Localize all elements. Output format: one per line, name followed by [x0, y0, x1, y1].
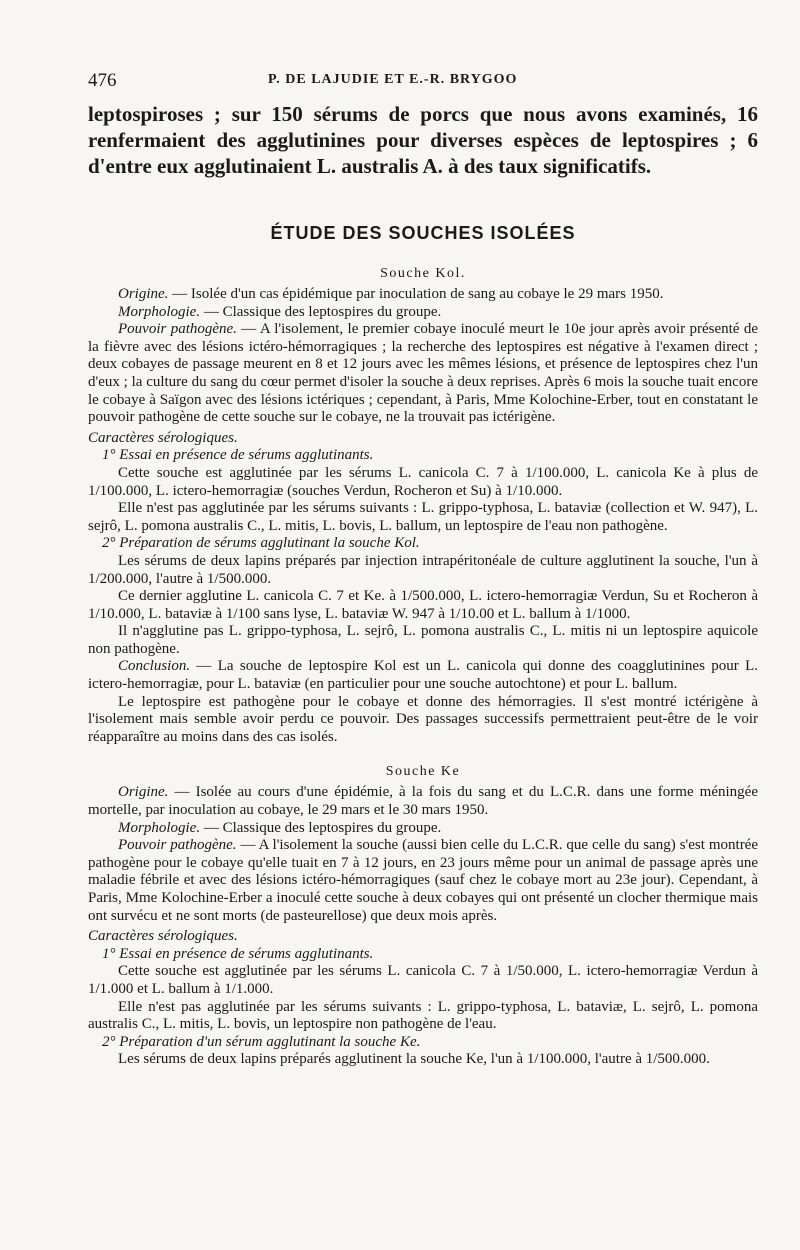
kol-origine-label: Origine. — [118, 286, 169, 302]
kol-conclusion — [88, 658, 758, 693]
kol-conclusion-text: — La souche de leptospire Kol est un L. canicola qui donne des coagglutinines pour L. ictero-hemorragiæ, pour L. bataviæ (en particulier pour une souche autochtone) et pour L. ballum. — [88, 658, 758, 693]
page-header — [88, 70, 758, 96]
page-number: 476 — [88, 70, 117, 91]
ke-essai-p2: Elle n'est pas agglutinée par les sérums suivants : L. grippo-typhosa, L. bataviæ, L. sejrô, L. pomona australis C., L. mitis, L. bovis, un leptospire non pathogène de l'eau. — [88, 998, 758, 1033]
section-title: ÉTUDE DES SOUCHES ISOLÉES — [270, 223, 576, 243]
kol-pouvoir-label: Pouvoir pathogène. — [118, 321, 237, 338]
kol-prep-heading: 2° Préparation de sérums agglutinant la souche Kol. — [102, 535, 420, 552]
kol-morpho-text: — Classique des leptospires du groupe. — [200, 303, 442, 320]
intro-paragraph: leptospiroses ; sur 150 sérums de porcs que nous avons examinés, 16 renfermaient des agglutinines pour diverses espèces de leptospires ; 6 d'entre eux agglutinaient L. australis A. à des taux significatifs. — [88, 102, 758, 178]
ke-morpho-text: — Classique des leptospires du groupe. — [200, 819, 442, 836]
kol-conclusion-p2: Le leptospire est pathogène pour le cobaye et donne des hémorragies. Il s'est montré ictérigène à l'isolement mais semble avoir perdu ce pouvoir. Des passages successifs permettraient peut-être de le voir réapparaître au moins dans des cas isolés. — [88, 693, 758, 745]
kol-pouvoir-text: — A l'isolement, le premier cobaye inoculé meurt le 10e jour après avoir présenté de la fièvre avec des lésions ictéro-hémorragiques ; la recherche des leptospires est négative à l'examen direct ; deux cobayes de passage meurent en 8 et 12 jours avec les mêmes lésions, et présence de leptospires chez l'un d'eux ; la culture du sang du cœur permet d'isoler la souche à deux reprises. Après 6 mois la souche tuait encore le cobaye à Saïgon avec des lésions ictériques ; cependant, à Paris, Mme Kolochine-Erber, tout en constatant le pouvoir pathogène de cette souche sur le cobaye, ne la trouvait pas ictérigène. — [88, 321, 758, 426]
souche-ke-title: Souche Ke — [385, 764, 461, 780]
kol-prep-p2: Ce dernier agglutine L. canicola C. 7 et Ke. à 1/500.000, L. ictero-hemorragiæ Verdun, Su et Rocheron à 1/10.000, L. bataviæ à 1/100 sans lyse, L. bataviæ W. 947 à 1/10.00 et L. ballum à 1/1000. — [88, 588, 758, 622]
ke-essai-p1: Cette souche est agglutinée par les sérums L. canicola C. 7 à 1/50.000, L. ictero-hemorragiæ Verdun à 1/1.000 et L. ballum à 1/1.000. — [88, 963, 758, 997]
running-title: P. DE LAJUDIE ET E.-R. BRYGOO — [268, 72, 518, 87]
kol-caracteres-heading: Caractères sérologiques. — [88, 429, 238, 446]
souche-kol-title: Souche Kol. — [380, 266, 466, 281]
kol-morphologie — [88, 304, 758, 322]
ke-prep-heading: 2° Préparation d'un sérum agglutinant la souche Ke. — [102, 1033, 421, 1050]
ke-pouvoir-text: — A l'isolement la souche (aussi bien celle du L.C.R. que celle du sang) s'est montrée pathogène pour le cobaye qu'elle tuait en 7 à 12 jours, en 23 jours même pour un animal de passage après une maladie fébrile et avec des lésions ictéro-hémorragiques (sauf chez le cobaye mort au 23e jour). Cependant, à Paris, Mme Kolochine-Erber a inoculé cette souche à deux cobayes qui ont présenté un clocher thermique mais ont survécu et ne sont morts (de pasteurellose) que deux mois après. — [88, 837, 758, 924]
ke-pouvoir — [88, 837, 758, 925]
ke-morphologie — [88, 820, 758, 838]
ke-pouvoir-label: Pouvoir pathogène. — [118, 837, 237, 854]
kol-essai-p2: Elle n'est pas agglutinée par les sérums suivants : L. grippo-typhosa, L. bataviæ (collection et W. 947), L. sejrô, L. pomona australis C., L. mitis, L. bovis, L. ballum, un leptospire de l'eau non pathogène. — [88, 500, 758, 534]
kol-prep-p3: Il n'agglutine pas L. grippo-typhosa, L. sejrô, L. pomona australis C., L. mitis ni un leptospire aquicole non pathogène. — [88, 623, 758, 657]
kol-origine-text: — Isolée d'un cas épidémique par inoculation de sang au cobaye le 29 mars 1950. — [168, 286, 664, 302]
ke-origine — [88, 784, 758, 819]
ke-essai-heading: 1° Essai en présence de sérums agglutinants. — [102, 945, 374, 962]
kol-prep-p1: Les sérums de deux lapins préparés par injection intrapéritonéale de culture agglutinent la souche, l'un à 1/200.000, l'autre à 1/500.000. — [88, 552, 758, 587]
ke-caracteres-heading: Caractères sérologiques. — [88, 928, 238, 945]
kol-morpho-label: Morphologie. — [118, 303, 201, 320]
kol-essai-p1: Cette souche est agglutinée par les sérums L. canicola C. 7 à 1/100.000, L. canicola Ke à plus de 1/100.000, L. ictero-hemorragiæ (souches Verdun, Rocheron et Su) à 1/10.000. — [88, 464, 758, 499]
ke-origine-text: — Isolée au cours d'une épidémie, à la fois du sang et du L.C.R. dans une forme méningée mortelle, par inoculation au cobaye, le 29 mars et le 30 mars 1950. — [88, 784, 758, 819]
ke-origine-label: Origine. — [118, 784, 169, 801]
section-gap — [88, 746, 758, 764]
kol-essai-heading: 1° Essai en présence de sérums agglutinants. — [102, 447, 374, 464]
article-body — [88, 101, 758, 1069]
kol-pouvoir — [88, 321, 758, 427]
ke-prep-p1: Les sérums de deux lapins préparés agglutinent la souche Ke, l'un à 1/100.000, l'autre à 1/500.000. — [118, 1051, 710, 1068]
ke-morpho-label: Morphologie. — [118, 819, 201, 836]
kol-origine — [88, 286, 758, 304]
kol-conclusion-label: Conclusion. — [118, 658, 191, 675]
